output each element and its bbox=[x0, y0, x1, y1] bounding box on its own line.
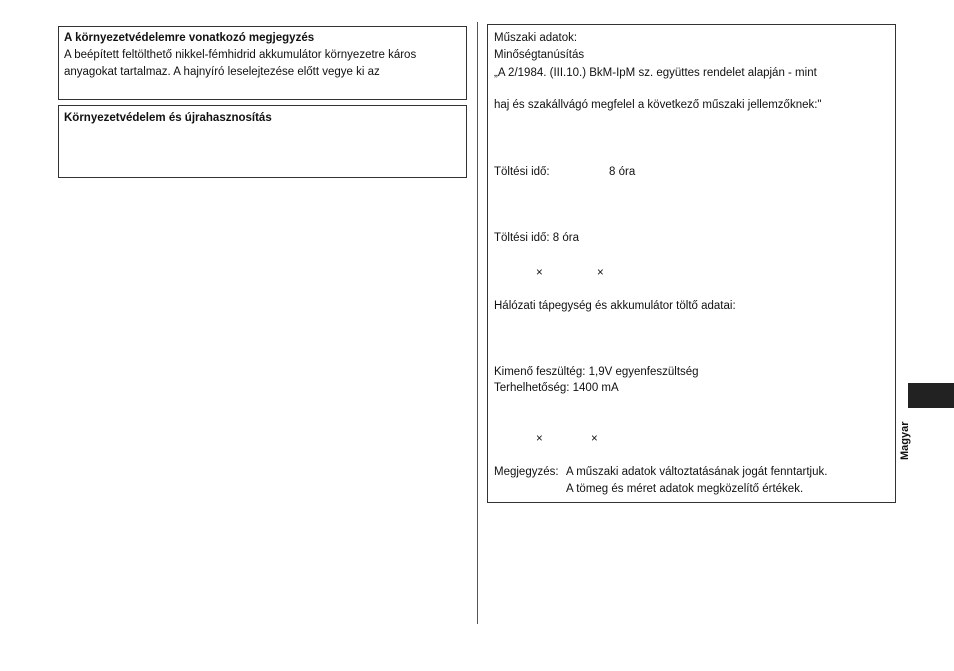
adapter-heading: Hálózati tápegység és akkumulátor töltő adatai: bbox=[494, 300, 736, 312]
dimension-times-2b: × bbox=[591, 433, 598, 445]
environment-note-title: A környezetvédelemre vonatkozó megjegyzés bbox=[64, 32, 315, 44]
recycling-title: Környezetvédelem és újrahasznosítás bbox=[64, 112, 272, 124]
dimension-times-1a: × bbox=[536, 267, 543, 279]
column-divider bbox=[477, 22, 478, 624]
charge-time-value: 8 óra bbox=[609, 166, 636, 178]
environment-note-line-2: anyagokat tartalmaz. A hajnyíró leselejtezése előtt vegye ki az bbox=[64, 66, 380, 78]
note-line-2: A tömeg és méret adatok megközelítő értékek. bbox=[566, 483, 804, 495]
load-capacity: Terhelhetőség: 1400 mA bbox=[494, 382, 619, 394]
note-label: Megjegyzés: bbox=[494, 466, 559, 478]
dimension-times-2a: × bbox=[536, 433, 543, 445]
language-tab bbox=[908, 383, 954, 408]
note-line-1: A műszaki adatok változtatásának jogát fenntartjuk. bbox=[566, 466, 828, 478]
dimension-times-1b: × bbox=[597, 267, 604, 279]
environment-note-line-1: A beépített feltölthető nikkel-fémhidrid akkumulátor környezetre káros bbox=[64, 49, 417, 61]
language-label: Magyar bbox=[899, 421, 911, 460]
specs-quote-line-2: haj és szakállvágó megfelel a következő műszaki jellemzőknek:" bbox=[494, 99, 822, 111]
specs-box bbox=[487, 24, 896, 503]
specs-heading: Műszaki adatok: bbox=[494, 32, 578, 44]
output-voltage: Kimenő feszültég: 1,9V egyenfeszültség bbox=[494, 366, 699, 378]
specs-subheading: Minőségtanúsítás bbox=[494, 49, 585, 61]
charge-time-full: Töltési idő: 8 óra bbox=[494, 232, 580, 244]
specs-quote-line-1: „A 2/1984. (III.10.) BkM-IpM sz. együttes rendelet alapján - mint bbox=[494, 67, 817, 79]
charge-time-label: Töltési idő: bbox=[494, 166, 550, 178]
